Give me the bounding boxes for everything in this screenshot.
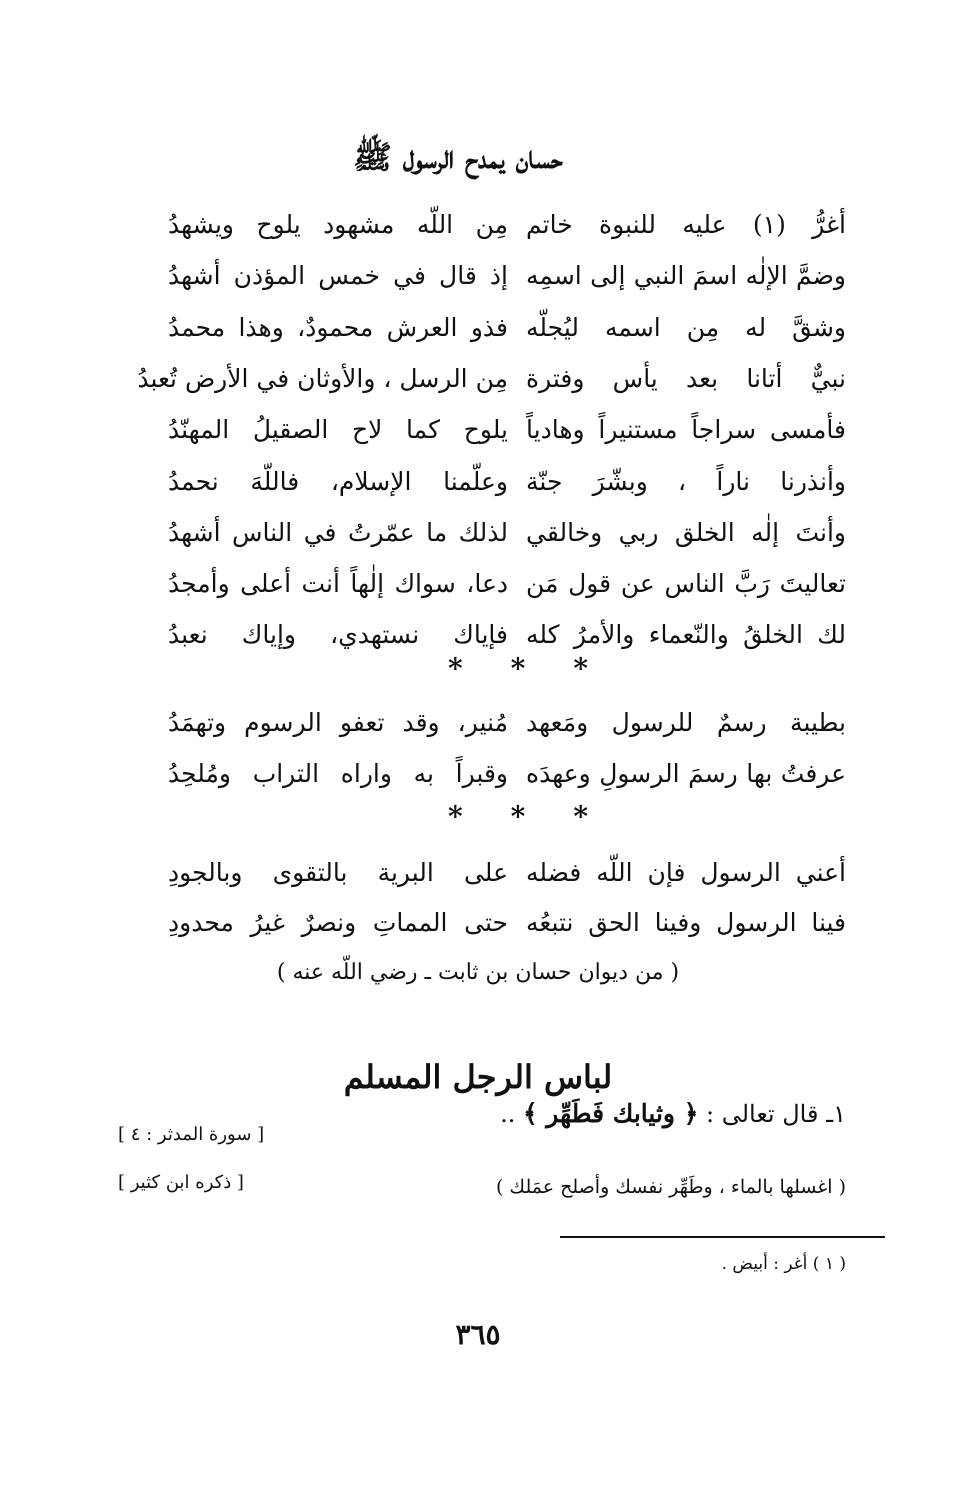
verse-second-hemistich: مُنير، وقد تعفو الرسوم وتهمَدُ xyxy=(168,708,508,737)
star-3: * xyxy=(448,652,463,685)
verse-second-hemistich: مِن اللّه مشهود يلوح ويشهدُ xyxy=(168,210,508,239)
verse-first-hemistich: وأنتَ إلٰه الخلق ربي وخالقي xyxy=(526,517,846,547)
source-reference: [ ذكره ابن كثير ] xyxy=(118,1172,244,1193)
verse-second-hemistich: يلوح كما لاح الصقيلُ المهنّدُ xyxy=(168,415,508,445)
footnote-divider xyxy=(560,1236,885,1238)
verse-first-hemistich: لك الخلقُ والنّعماء والأمرُ كله xyxy=(526,620,846,650)
page-number: ٣٦٥ xyxy=(455,1318,501,1351)
star-3: * xyxy=(448,800,463,833)
verse-first-hemistich: أعني الرسول فإن اللّه فضله xyxy=(526,858,846,887)
surah-reference: [ سورة المدثر : ٤ ] xyxy=(118,1124,265,1145)
verse-second-hemistich: وقبراً به واراه التراب ومُلحِدُ xyxy=(168,759,508,788)
verse-second-hemistich: على البرية بالتقوى وبالجودِ xyxy=(168,858,508,887)
verse-first-hemistich: تعاليتَ رَبَّ الناس عن قول مَن xyxy=(526,569,846,599)
star-2: * xyxy=(510,652,526,685)
section-separator-2 xyxy=(448,800,588,833)
footnote: ( ١ ) أغر : أبيض . xyxy=(721,1254,846,1274)
verse-second-hemistich: وعلّمنا الإسلام، فاللّهَ نحمدُ xyxy=(168,466,508,496)
verse-first-hemistich: عرفتُ بها رسمَ الرسولِ وعهدَه xyxy=(526,759,846,788)
verse-first-hemistich: وأنذرنا ناراً ، وبشّرَ جنّة xyxy=(526,466,846,496)
verse-first-hemistich: نبيٌّ أتانا بعد يأس وفترة xyxy=(526,363,846,393)
quran-quote: ﴿ وثيابك فَطَهِّر ﴾ xyxy=(522,1099,699,1128)
verse-second-hemistich: إذ قال في خمس المؤذن أشهدُ xyxy=(168,261,508,291)
section-separator-1 xyxy=(448,652,588,685)
verse-second-hemistich: دعا، سواك إلٰهاً أنت أعلى وأمجدُ xyxy=(168,569,508,599)
verse-second-hemistich: لذلك ما عمّرتُ في الناس أشهدُ xyxy=(168,517,508,547)
verse-first-hemistich: وضمَّ الإلٰه اسمَ النبي إلى اسمِه xyxy=(526,261,846,291)
section-title: لباس الرجل المسلم xyxy=(343,1058,613,1096)
poem-title: حسان يمدح الرسول ﷺ xyxy=(353,138,563,176)
star-2: * xyxy=(510,800,526,833)
item-explanation: ( اغسلها بالماء ، وطَهِّر نفسك وأصلح عمَلك ) xyxy=(495,1176,846,1198)
verse-first-hemistich: وشقَّ له مِن اسمه ليُجلّه xyxy=(526,312,846,342)
star-1: * xyxy=(573,652,588,685)
verse-first-hemistich: فأمسى سراجاً مستنيراً وهادياً xyxy=(526,415,846,445)
verse-second-hemistich: فإياك نستهدي، وإياك نعبدُ xyxy=(168,620,508,650)
verse-second-hemistich: مِن الرسل ، والأوثان في الأرض تُعبدُ xyxy=(137,363,508,393)
verse-second-hemistich: فذو العرش محمودٌ، وهذا محمدُ xyxy=(168,312,508,342)
star-1: * xyxy=(573,800,588,833)
item-prefix: ١ـ قال تعالى : xyxy=(698,1100,846,1128)
poem-source: ( من ديوان حسان بن ثابت ـ رضي اللّه عنه ) xyxy=(276,960,680,985)
quran-item-1 xyxy=(500,1099,846,1135)
verse-first-hemistich: أغرُّ (١) عليه للنبوة خاتم xyxy=(526,210,847,239)
verse-first-hemistich: فينا الرسول وفينا الحق نتبعُه xyxy=(526,908,846,937)
item-suffix: .. xyxy=(500,1100,523,1128)
verse-second-hemistich: حتى المماتِ ونصرٌ غيرُ محدودِ xyxy=(168,908,508,937)
verse-first-hemistich: بطيبة رسمٌ للرسول ومَعهد xyxy=(526,708,846,737)
